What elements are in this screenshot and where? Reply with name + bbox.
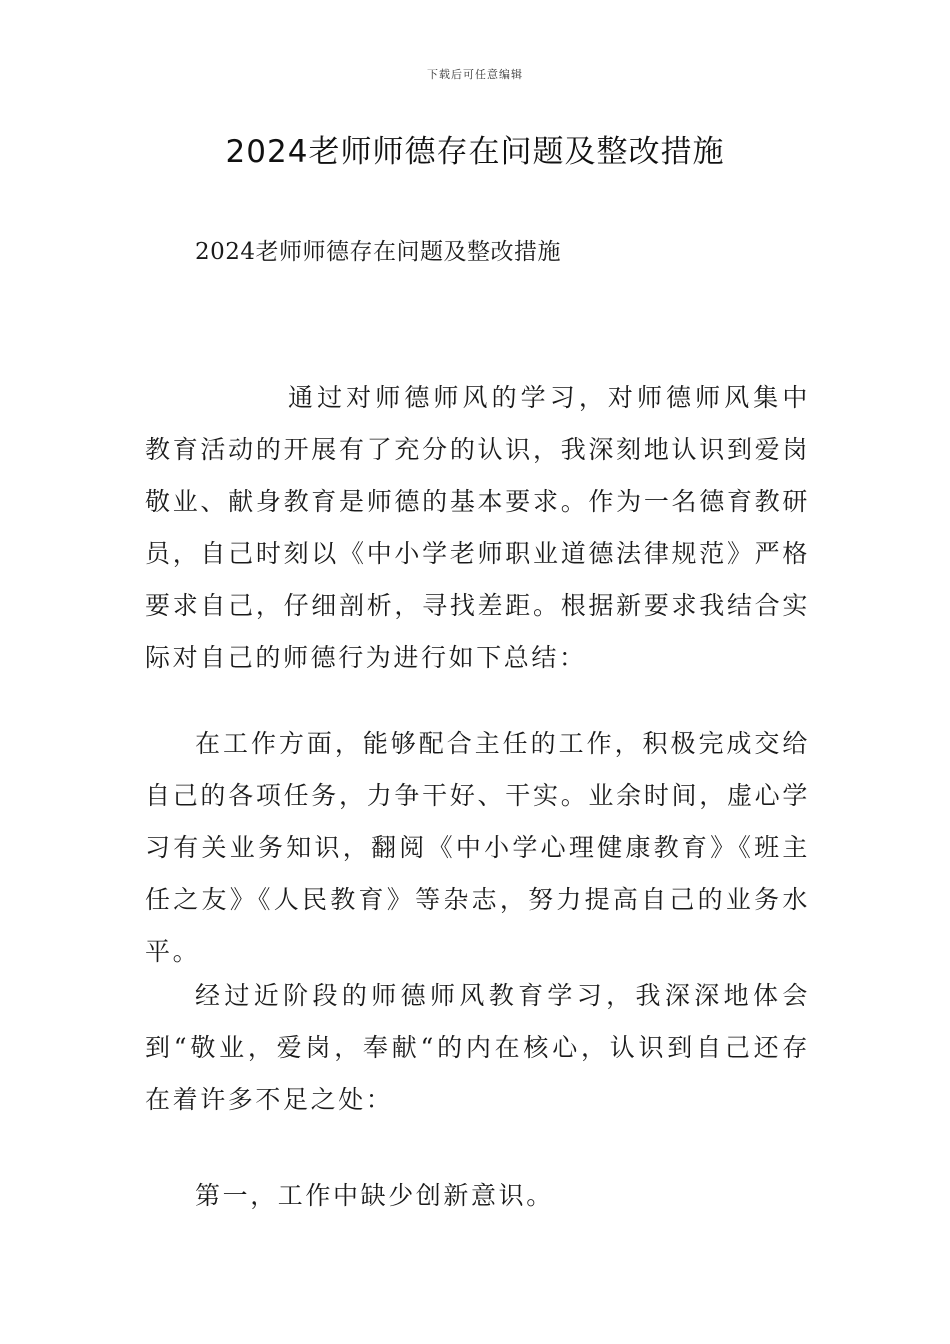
paragraph-work: 在工作方面，能够配合主任的工作，积极完成交给自己的各项任务，力争干好、干实。业余时间，虚心学习有关业务知识，翻阅《中小学心理健康教育》《班主任之友》《人民教育》等杂志，努力提高自己的业务水平。 [145,729,810,966]
header-note: 下载后可任意编辑 [427,68,523,81]
document-subtitle: 2024老师师德存在问题及整改措施 [195,239,562,265]
document-title: 2024老师师德存在问题及整改措施 [225,134,725,170]
paragraph-point-one: 第一，工作中缺少创新意识。 [195,1181,554,1210]
paragraph-intro: 通过对师德师风的学习，对师德师风集中教育活动的开展有了充分的认识，我深刻地认识到爱岗敬业、献身教育是师德的基本要求。作为一名德育教研员，自己时刻以《中小学老师职业道德法律规范》严格要求自己，仔细剖析，寻找差距。根据新要求我结合实际对自己的师德行为进行如下总结： [145,383,810,672]
paragraph-reflection: 经过近阶段的师德师风教育学习，我深深地体会到“敬业，爱岗，奉献“的内在核心，认识到自己还存在着许多不足之处： [145,981,810,1114]
